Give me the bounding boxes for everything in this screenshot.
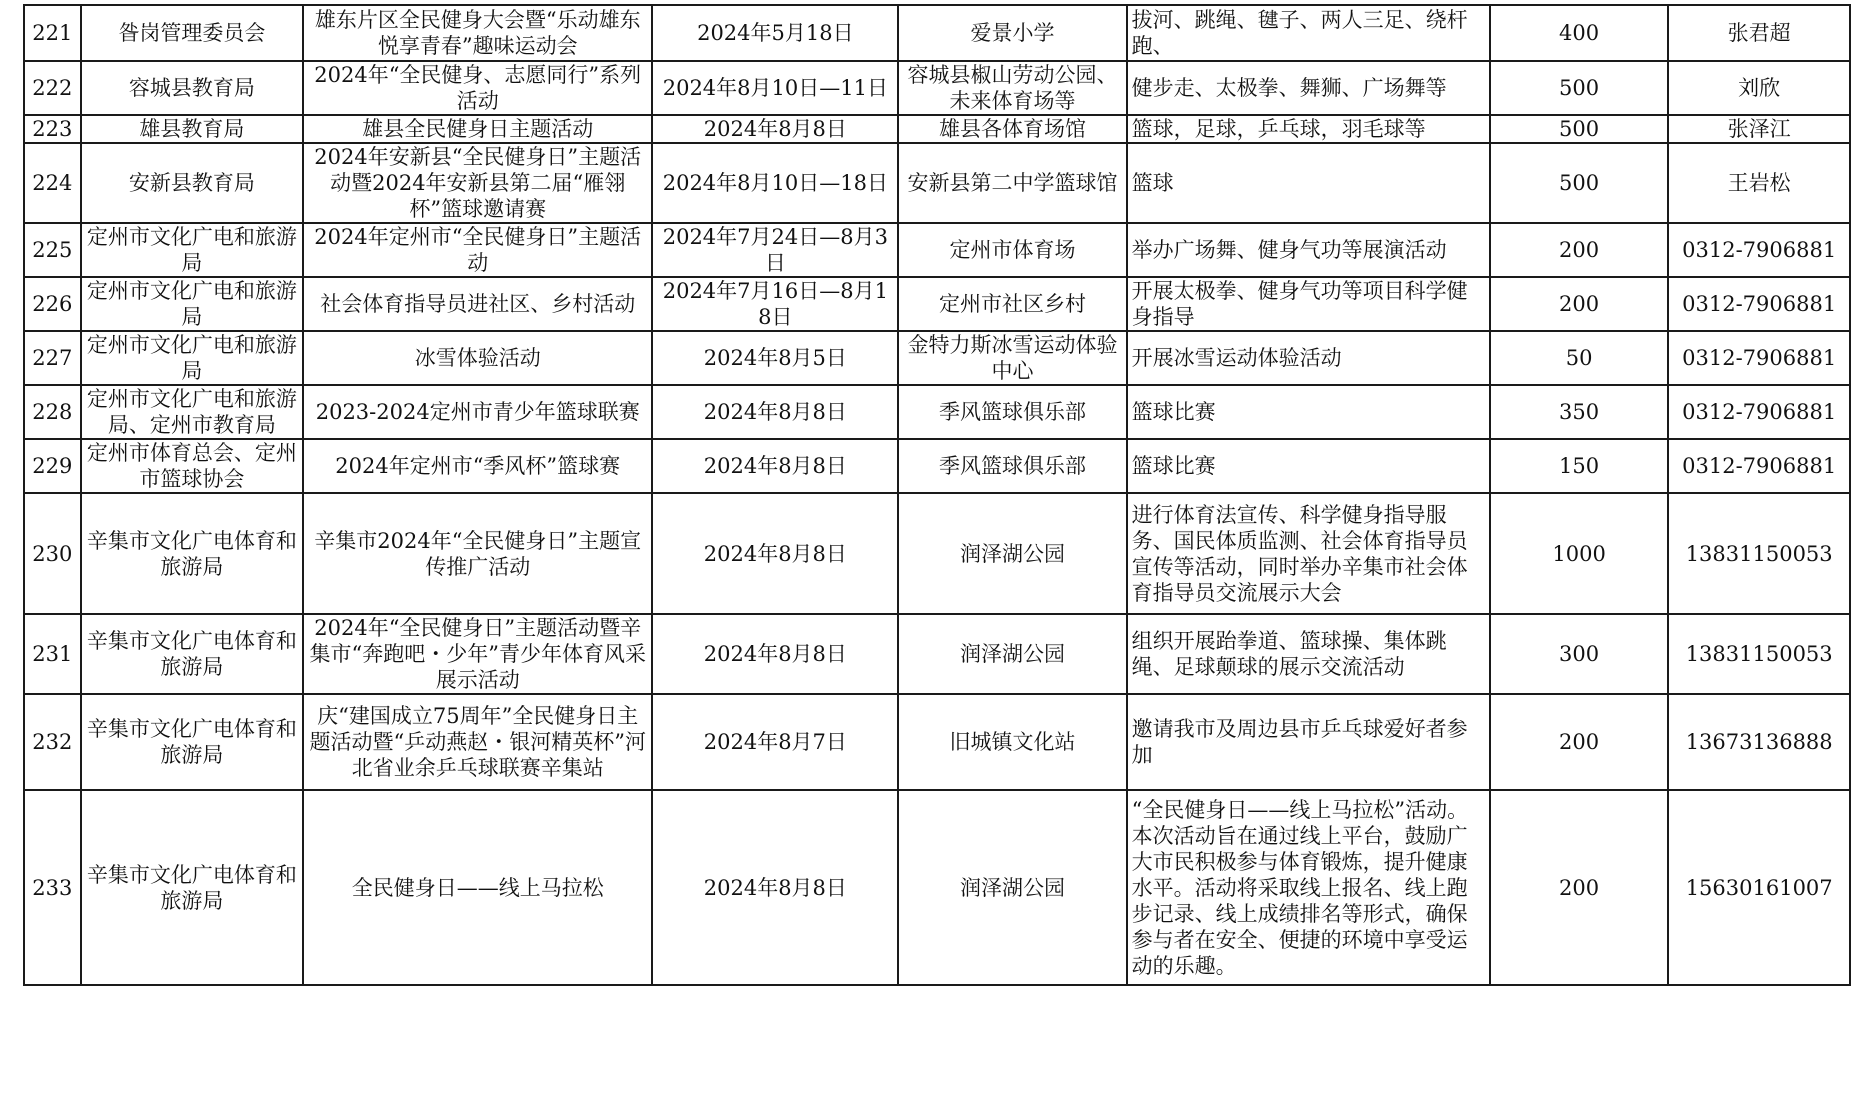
row-number-cell: 221: [24, 5, 81, 61]
organizer-cell: 安新县教育局: [81, 143, 303, 223]
activity-name-cell: 2024年“全民健身、志愿同行”系列活动: [303, 61, 652, 115]
content-cell: 组织开展跆拳道、篮球操、集体跳绳、足球颠球的展示交流活动: [1127, 614, 1490, 694]
content-cell: 邀请我市及周边县市乒乓球爱好者参加: [1127, 694, 1490, 790]
contact-cell: 13831150053: [1668, 614, 1850, 694]
activity-name-cell: 庆“建国成立75周年”全民健身日主题活动暨“乒动燕赵・银河精英杯”河北省业余乒乓球联赛辛集站: [303, 694, 652, 790]
contact-cell: 张君超: [1668, 5, 1850, 61]
contact-cell: 王岩松: [1668, 143, 1850, 223]
row-number-cell: 224: [24, 143, 81, 223]
table-row: [24, 61, 1850, 115]
organizer-cell: 昝岗管理委员会: [81, 5, 303, 61]
table-row: [24, 5, 1850, 61]
contact-cell: 0312-7906881: [1668, 385, 1850, 439]
activity-name-cell: 2024年定州市“季风杯”篮球赛: [303, 439, 652, 493]
table-row: [24, 790, 1850, 985]
activity-name-cell: 2023-2024定州市青少年篮球联赛: [303, 385, 652, 439]
date-cell: 2024年8月5日: [652, 331, 898, 385]
organizer-cell: 定州市文化广电和旅游局、定州市教育局: [81, 385, 303, 439]
row-number-cell: 232: [24, 694, 81, 790]
organizer-cell: 辛集市文化广电体育和旅游局: [81, 790, 303, 985]
row-number-cell: 223: [24, 115, 81, 143]
row-number-cell: 228: [24, 385, 81, 439]
venue-cell: 润泽湖公园: [898, 790, 1126, 985]
contact-cell: 刘欣: [1668, 61, 1850, 115]
table-body: [24, 5, 1850, 985]
venue-cell: 润泽湖公园: [898, 614, 1126, 694]
date-cell: 2024年5月18日: [652, 5, 898, 61]
content-cell: 篮球比赛: [1127, 439, 1490, 493]
table-row: [24, 277, 1850, 331]
row-number-cell: 222: [24, 61, 81, 115]
row-number-cell: 230: [24, 493, 81, 614]
date-cell: 2024年8月8日: [652, 385, 898, 439]
date-cell: 2024年7月16日—8月18日: [652, 277, 898, 331]
contact-cell: 13673136888: [1668, 694, 1850, 790]
date-cell: 2024年8月8日: [652, 115, 898, 143]
venue-cell: 雄县各体育场馆: [898, 115, 1126, 143]
row-number-cell: 226: [24, 277, 81, 331]
participants-cell: 200: [1490, 223, 1669, 277]
table-row: [24, 143, 1850, 223]
date-cell: 2024年8月8日: [652, 614, 898, 694]
row-number-cell: 233: [24, 790, 81, 985]
organizer-cell: 辛集市文化广电体育和旅游局: [81, 493, 303, 614]
content-cell: 篮球，足球，乒乓球，羽毛球等: [1127, 115, 1490, 143]
activity-name-cell: 雄东片区全民健身大会暨“乐动雄东 悦享青春”趣味运动会: [303, 5, 652, 61]
table-row: [24, 385, 1850, 439]
content-cell: 开展冰雪运动体验活动: [1127, 331, 1490, 385]
table-row: [24, 115, 1850, 143]
activity-name-cell: 冰雪体验活动: [303, 331, 652, 385]
venue-cell: 季风篮球俱乐部: [898, 385, 1126, 439]
date-cell: 2024年8月10日—18日: [652, 143, 898, 223]
venue-cell: 润泽湖公园: [898, 493, 1126, 614]
activity-table: [23, 4, 1851, 986]
row-number-cell: 229: [24, 439, 81, 493]
date-cell: 2024年8月10日—11日: [652, 61, 898, 115]
contact-cell: 张泽江: [1668, 115, 1850, 143]
activity-name-cell: 2024年定州市“全民健身日”主题活动: [303, 223, 652, 277]
content-cell: 篮球比赛: [1127, 385, 1490, 439]
participants-cell: 200: [1490, 277, 1669, 331]
table-row: [24, 331, 1850, 385]
date-cell: 2024年7月24日—8月3日: [652, 223, 898, 277]
participants-cell: 500: [1490, 61, 1669, 115]
table-row: [24, 694, 1850, 790]
content-cell: 篮球: [1127, 143, 1490, 223]
participants-cell: 350: [1490, 385, 1669, 439]
content-cell: “全民健身日——线上马拉松”活动。本次活动旨在通过线上平台，鼓励广大市民积极参与体育锻炼，提升健康水平。活动将采取线上报名、线上跑步记录、线上成绩排名等形式，确保参与者在安全、便捷的环境中享受运动的乐趣。: [1127, 790, 1490, 985]
participants-cell: 500: [1490, 115, 1669, 143]
activity-name-cell: 雄县全民健身日主题活动: [303, 115, 652, 143]
venue-cell: 爱景小学: [898, 5, 1126, 61]
activity-name-cell: 辛集市2024年“全民健身日”主题宣传推广活动: [303, 493, 652, 614]
participants-cell: 150: [1490, 439, 1669, 493]
participants-cell: 50: [1490, 331, 1669, 385]
participants-cell: 1000: [1490, 493, 1669, 614]
table-row: [24, 493, 1850, 614]
row-number-cell: 227: [24, 331, 81, 385]
contact-cell: 13831150053: [1668, 493, 1850, 614]
organizer-cell: 辛集市文化广电体育和旅游局: [81, 614, 303, 694]
activity-name-cell: 全民健身日——线上马拉松: [303, 790, 652, 985]
participants-cell: 300: [1490, 614, 1669, 694]
table-row: [24, 614, 1850, 694]
content-cell: 开展太极拳、健身气功等项目科学健身指导: [1127, 277, 1490, 331]
participants-cell: 200: [1490, 790, 1669, 985]
date-cell: 2024年8月8日: [652, 439, 898, 493]
organizer-cell: 辛集市文化广电体育和旅游局: [81, 694, 303, 790]
organizer-cell: 容城县教育局: [81, 61, 303, 115]
venue-cell: 定州市社区乡村: [898, 277, 1126, 331]
venue-cell: 季风篮球俱乐部: [898, 439, 1126, 493]
contact-cell: 15630161007: [1668, 790, 1850, 985]
activity-name-cell: 社会体育指导员进社区、乡村活动: [303, 277, 652, 331]
content-cell: 进行体育法宣传、科学健身指导服务、国民体质监测、社会体育指导员宣传等活动，同时举办辛集市社会体育指导员交流展示大会: [1127, 493, 1490, 614]
row-number-cell: 231: [24, 614, 81, 694]
row-number-cell: 225: [24, 223, 81, 277]
venue-cell: 金特力斯冰雪运动体验中心: [898, 331, 1126, 385]
organizer-cell: 定州市文化广电和旅游局: [81, 277, 303, 331]
venue-cell: 安新县第二中学篮球馆: [898, 143, 1126, 223]
venue-cell: 容城县椒山劳动公园、未来体育场等: [898, 61, 1126, 115]
content-cell: 举办广场舞、健身气功等展演活动: [1127, 223, 1490, 277]
participants-cell: 200: [1490, 694, 1669, 790]
content-cell: 健步走、太极拳、舞狮、广场舞等: [1127, 61, 1490, 115]
venue-cell: 旧城镇文化站: [898, 694, 1126, 790]
contact-cell: 0312-7906881: [1668, 439, 1850, 493]
organizer-cell: 定州市体育总会、定州市篮球协会: [81, 439, 303, 493]
date-cell: 2024年8月8日: [652, 493, 898, 614]
table-row: [24, 223, 1850, 277]
table-row: [24, 439, 1850, 493]
participants-cell: 400: [1490, 5, 1669, 61]
organizer-cell: 定州市文化广电和旅游局: [81, 223, 303, 277]
contact-cell: 0312-7906881: [1668, 223, 1850, 277]
organizer-cell: 定州市文化广电和旅游局: [81, 331, 303, 385]
date-cell: 2024年8月8日: [652, 790, 898, 985]
contact-cell: 0312-7906881: [1668, 277, 1850, 331]
content-cell: 拔河、跳绳、毽子、两人三足、绕杆跑、: [1127, 5, 1490, 61]
venue-cell: 定州市体育场: [898, 223, 1126, 277]
activity-name-cell: 2024年“全民健身日”主题活动暨辛集市“奔跑吧・少年”青少年体育风采展示活动: [303, 614, 652, 694]
activity-name-cell: 2024年安新县“全民健身日”主题活动暨2024年安新县第二届“雁翎杯”篮球邀请赛: [303, 143, 652, 223]
organizer-cell: 雄县教育局: [81, 115, 303, 143]
date-cell: 2024年8月7日: [652, 694, 898, 790]
participants-cell: 500: [1490, 143, 1669, 223]
contact-cell: 0312-7906881: [1668, 331, 1850, 385]
